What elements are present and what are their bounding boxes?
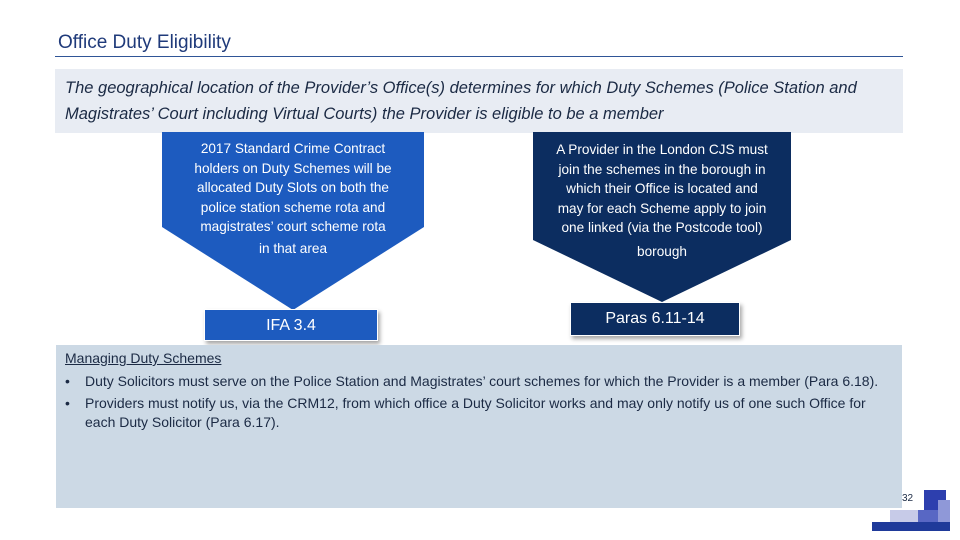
callout-left-line: in that area bbox=[258, 240, 327, 256]
panel-heading: Managing Duty Schemes bbox=[65, 350, 222, 366]
bullet-icon: • bbox=[65, 395, 70, 411]
callout-right-line: which their Office is located and bbox=[566, 181, 758, 196]
decorative-block bbox=[918, 510, 938, 522]
list-item bbox=[65, 372, 885, 391]
callout-right-line: borough bbox=[637, 243, 687, 259]
reference-tag-paras: Paras 6.11-14 bbox=[570, 302, 740, 336]
callout-left-text bbox=[162, 139, 424, 258]
callout-right bbox=[533, 132, 791, 302]
list-item bbox=[65, 394, 885, 432]
callout-left-line: magistrates’ court scheme rota bbox=[200, 219, 386, 234]
reference-tag-ifa: IFA 3.4 bbox=[204, 309, 378, 341]
bullet-text: Providers must notify us, via the CRM12, from which office a Duty Solicitor works and may only notify us of one such Office for each Duty Solicitor (Para 6.17). bbox=[85, 395, 866, 430]
decorative-block bbox=[872, 522, 950, 531]
slide-title: Office Duty Eligibility bbox=[58, 32, 231, 53]
intro-box bbox=[55, 69, 903, 133]
callout-right-line: A Provider in the London CJS must bbox=[556, 142, 768, 157]
callout-left-line: police station scheme rota and bbox=[200, 199, 386, 215]
callout-left-line: holders on Duty Schemes will be bbox=[194, 160, 392, 176]
bullet-icon: • bbox=[65, 373, 70, 389]
bullet-list bbox=[65, 372, 885, 435]
callout-right-text bbox=[533, 140, 791, 261]
managing-duty-schemes-panel bbox=[56, 345, 902, 508]
callout-right-line: one linked (via the Postcode tool) bbox=[561, 220, 763, 235]
callout-right-line: join the schemes in the borough in bbox=[558, 161, 766, 177]
title-divider bbox=[55, 56, 903, 57]
intro-text: The geographical location of the Provider’s Office(s) determines for which Duty Schemes (Police Station and Magistrates’ Court including Virtual Courts) the Provider is eligible to be a member bbox=[65, 79, 857, 123]
callout-right-line: may for each Scheme apply to join bbox=[557, 200, 767, 216]
decorative-block bbox=[938, 500, 950, 522]
bullet-text: Duty Solicitors must serve on the Police Station and Magistrates’ court schemes for which the Provider is a member (Para 6.18). bbox=[85, 373, 879, 389]
callout-left-line: allocated Duty Slots on both the bbox=[197, 180, 389, 195]
callout-left-line: 2017 Standard Crime Contract bbox=[200, 141, 386, 156]
page-number: 32 bbox=[902, 493, 914, 504]
callout-left bbox=[162, 132, 424, 310]
